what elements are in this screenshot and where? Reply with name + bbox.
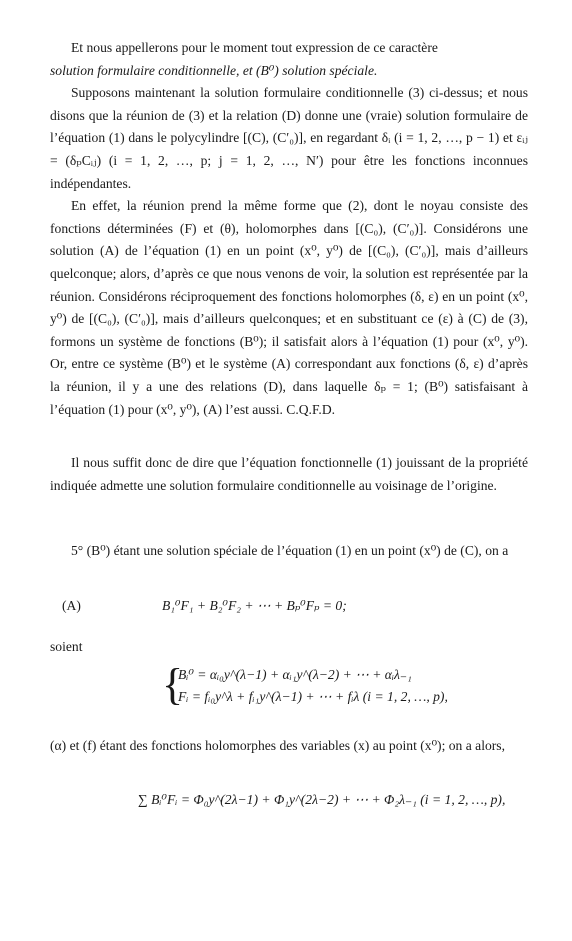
- soient-label: soient: [50, 639, 83, 654]
- system-line-1: Bᵢ⁰ = αᵢ₀y^(λ−1) + αᵢ₁y^(λ−2) + ⋯ + αᵢλ₋₁: [178, 667, 412, 682]
- equation-sum-body: ∑ Bᵢ⁰Fᵢ = Φ₀y^(2λ−1) + Φ₁y^(2λ−2) + ⋯ + Φ₂λ₋₁ (i = 1, 2, …, p),: [138, 792, 506, 807]
- equation-system: [50, 660, 528, 713]
- body-text-soient: [50, 636, 528, 659]
- equation-A: [50, 598, 528, 620]
- paragraph-3: En effet, la réunion prend la même forme que (2), dont le noyau consiste des fonctions déterminées (F) et (θ), holomorphes dans [(C₀), (C′₀)]. Considérons une solution (A) de l’équation (1) en un point (x⁰, y⁰) de [(C₀), (C′₀)], mais d’ailleurs quelconque; alors, d’après ce que nous venons de voir, la solution est représentée par la réunion. Considérons réciproquement des fonctions holomorphes (δ, ε) en un point (x⁰, y⁰) de [(C₀), (C′₀)], mais d’ailleurs quelconques; et en substituant ce (ε) à (C) de (3), formons un système de fonctions (B⁰); il satisfait alors à l’équation (1) pour (x⁰, y⁰). Or, entre ce système (B⁰) et le système (A) correspondant aux fonctions (δ, ε) d’après la réunion, il y a une des relations (D), dans laquelle δₚ = 1; (B⁰) satisfaisant à l’équation (1) pour (x⁰, y⁰), (A) l’est aussi. C.Q.F.D.: [50, 198, 528, 417]
- body-text-section-5: [50, 540, 528, 563]
- paragraph-4: Il nous suffit donc de dire que l’équation fonctionnelle (1) jouissant de la propriété indiquée admette une solution formulaire conditionnelle au voisinage de l’origine.: [50, 455, 528, 493]
- body-text-middle: [50, 452, 528, 497]
- system-line-2: Fᵢ = fᵢ₀y^λ + fᵢ₁y^(λ−1) + ⋯ + fᵢλ (i = 1, 2, …, p),: [178, 689, 448, 704]
- equation-A-body: B₁⁰F₁ + B₂⁰F₂ + ⋯ + Bₚ⁰Fₚ = 0;: [162, 598, 347, 613]
- body-text-top: [50, 37, 528, 421]
- equation-sum: [50, 792, 528, 818]
- paragraph-2: Supposons maintenant la solution formulaire conditionnelle (3) ci-dessus; et nous disons que la réunion de (3) et la relation (D) donne une (vraie) solution formulaire de l’équation (1) dans le polycylindre [(C), (C′₀)], en regardant δᵢ (i = 1, 2, …, p − 1) et εᵢⱼ = (δₚCᵢⱼ) (i = 1, 2, …, p; j = 1, 2, …, N′) pour être les fonctions inconnues indépendantes.: [50, 85, 528, 191]
- paragraph-5: 5° (B⁰) étant une solution spéciale de l’équation (1) en un point (x⁰) de (C), on a: [71, 543, 509, 558]
- paragraph-6: (α) et (f) étant des fonctions holomorphes des variables (x) au point (x⁰); on a alors,: [50, 738, 505, 753]
- paragraph-1-line-2: solution formulaire conditionnelle, et (B⁰) solution spéciale.: [50, 62, 378, 78]
- system-brace: {: [162, 660, 184, 709]
- body-text-bottom: [50, 735, 528, 758]
- equation-A-label: (A): [62, 598, 81, 613]
- paragraph-1-line-1: Et nous appellerons pour le moment tout expression de ce caractère: [71, 40, 438, 55]
